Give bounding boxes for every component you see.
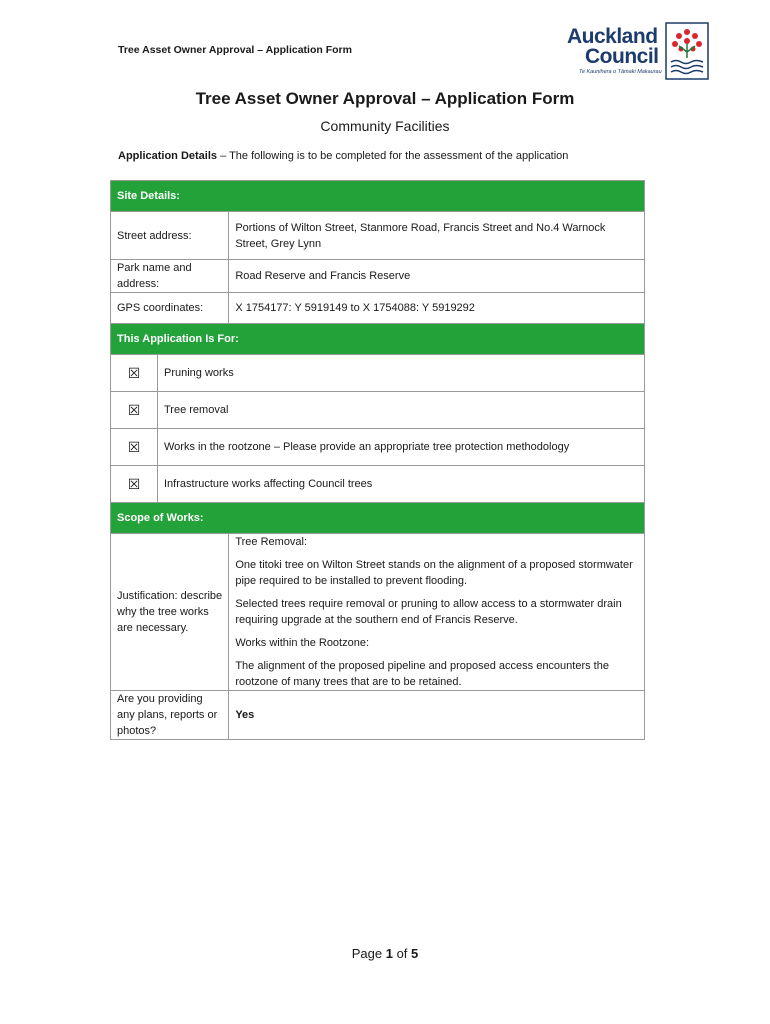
gps-coordinates-label: GPS coordinates: (111, 293, 229, 324)
justification-paragraph: Tree Removal: (235, 536, 308, 548)
tree-removal-checkbox[interactable]: ☒ (111, 392, 158, 429)
pohutukawa-emblem-icon (665, 22, 709, 80)
scope-of-works-heading: Scope of Works: (111, 503, 645, 534)
justification-paragraph: Works within the Rootzone: (235, 637, 370, 649)
logo-word-auckland: Auckland (567, 25, 658, 48)
intro-bold: Application Details (118, 150, 218, 162)
intro-line (118, 150, 568, 162)
rootzone-works-label: Works in the rootzone – Please provide an appropriate tree protection methodology (158, 429, 645, 466)
justification-paragraph: Selected trees require removal or pruning to allow access to a stormwater drain requiring upgrade at the southern end of Francis Reserve. (235, 598, 622, 626)
site-details-heading: Site Details: (111, 181, 645, 212)
running-header-title: Tree Asset Owner Approval – Application Form (118, 44, 352, 56)
pruning-works-checkbox[interactable]: ☒ (111, 355, 158, 392)
justification-paragraph: The alignment of the proposed pipeline and proposed access encounters the rootzone of many trees that are to be retained. (235, 660, 609, 688)
table-row (111, 260, 645, 293)
infrastructure-works-label: Infrastructure works affecting Council trees (158, 466, 645, 503)
logo-tagline: Te Kaunihera o Tāmaki Makaurau (579, 69, 662, 75)
street-address-label: Street address: (111, 212, 229, 260)
page-prefix: Page (351, 946, 386, 961)
table-row (111, 212, 645, 260)
rootzone-works-checkbox[interactable]: ☒ (111, 429, 158, 466)
pruning-works-label: Pruning works (158, 355, 645, 392)
table-row (111, 355, 645, 392)
logo-word-council: Council (585, 45, 659, 68)
table-row (111, 466, 645, 503)
table-row (111, 429, 645, 466)
gps-coordinates-value: X 1754177: Y 5919149 to X 1754088: Y 5919292 (229, 293, 645, 324)
table-row (111, 534, 645, 691)
justification-value (229, 534, 645, 691)
plans-reports-label: Are you providing any plans, reports or photos? (111, 691, 229, 740)
justification-label: Justification: describe why the tree works are necessary. (111, 534, 229, 691)
park-name-label: Park name and address: (111, 260, 229, 293)
application-for-heading: This Application Is For: (111, 324, 645, 355)
table-row (111, 691, 645, 740)
plans-reports-value: Yes (229, 691, 645, 740)
page-title: Tree Asset Owner Approval – Application Form (195, 89, 575, 108)
table-row (111, 392, 645, 429)
page-current: 1 (385, 946, 393, 961)
page-subtitle: Community Facilities (320, 118, 450, 134)
tree-removal-label: Tree removal (158, 392, 645, 429)
infrastructure-works-checkbox[interactable]: ☒ (111, 466, 158, 503)
intro-rest: – The following is to be completed for the assessment of the application (217, 150, 569, 162)
table-row (111, 293, 645, 324)
street-address-value: Portions of Wilton Street, Stanmore Road, Francis Street and No.4 Warnock Street, Grey Lynn (229, 212, 645, 260)
park-name-value: Road Reserve and Francis Reserve (229, 260, 645, 293)
page-middle: of (392, 946, 412, 961)
page-number-footer (0, 946, 770, 961)
application-form-table (110, 180, 645, 740)
justification-paragraph: One titoki tree on Wilton Street stands on the alignment of a proposed stormwater pipe required to be installed to prevent flooding. (235, 559, 633, 587)
page-total: 5 (411, 946, 419, 961)
auckland-council-logo (565, 22, 715, 80)
